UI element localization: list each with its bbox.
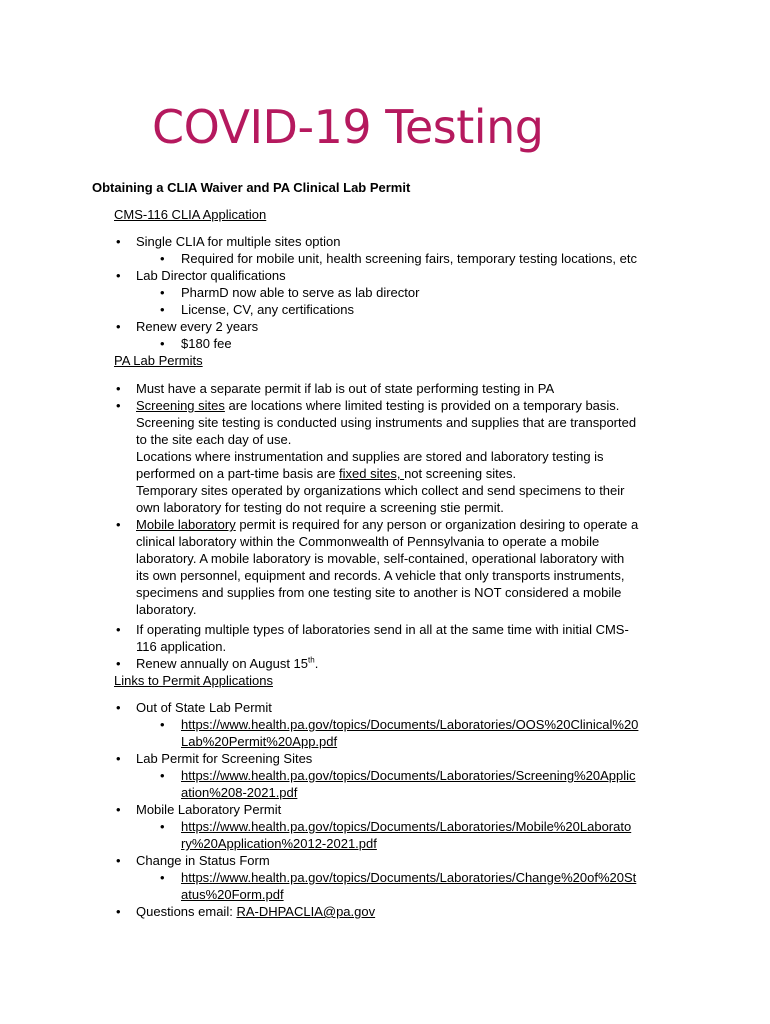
cms-item-1-sub-1: Required for mobile unit, health screening fairs, temporary testing locations, etc bbox=[181, 251, 637, 266]
cms-item-2: Lab Director qualifications bbox=[136, 268, 286, 283]
pa-bullet-2-line-1: Screening sites are locations where limited testing is provided on a temporary basis. bbox=[136, 398, 620, 413]
screening-sites-link[interactable]: Screening sites bbox=[136, 398, 225, 413]
pa-bullet-3-line-4: its own personnel, equipment and records. A vehicle that only transports instruments, bbox=[136, 568, 625, 583]
pa-bullet-2-line-7: own laboratory for testing do not require a screening stie permit. bbox=[136, 500, 504, 515]
cms-heading: CMS-116 CLIA Application bbox=[114, 207, 267, 222]
pa-bullet-2-line-5: performed on a part-time basis are fixed sites, not screening sites. bbox=[136, 466, 517, 481]
bullet-icon: • bbox=[116, 381, 121, 396]
pa-bullet-3-line-1: Mobile laboratory permit is required for any person or organization desiring to operate a bbox=[136, 517, 639, 532]
oos-permit-url-line-2[interactable]: Lab%20Permit%20App.pdf bbox=[181, 734, 338, 749]
fixed-sites-link[interactable]: fixed sites, bbox=[339, 466, 405, 481]
bullet-icon: • bbox=[116, 398, 121, 413]
screening-permit-url-line-2[interactable]: ation%208-2021.pdf bbox=[181, 785, 298, 800]
pa-bullet-3-line-6: laboratory. bbox=[136, 602, 197, 617]
bullet-icon: • bbox=[116, 700, 121, 715]
bullet-icon: • bbox=[160, 870, 165, 885]
status-form-url-line-2[interactable]: atus%20Form.pdf bbox=[181, 887, 284, 902]
bullet-icon: • bbox=[116, 622, 121, 637]
status-form-url-line-1[interactable]: https://www.health.pa.gov/topics/Documents/Laboratories/Change%20of%20St bbox=[181, 870, 637, 885]
links-heading: Links to Permit Applications bbox=[114, 673, 273, 688]
bullet-icon: • bbox=[160, 251, 165, 266]
pa-bullet-3-line-2: clinical laboratory within the Commonwealth of Pennsylvania to operate a mobile bbox=[136, 534, 600, 549]
mobile-permit-url-line-2[interactable]: ry%20Application%2012-2021.pdf bbox=[181, 836, 377, 851]
cms-item-2-sub-1: PharmD now able to serve as lab director bbox=[181, 285, 420, 300]
bullet-icon: • bbox=[116, 268, 121, 283]
screening-permit-url-line-1[interactable]: https://www.health.pa.gov/topics/Documents/Laboratories/Screening%20Applic bbox=[181, 768, 636, 783]
cms-item-3-sub-1: $180 fee bbox=[181, 336, 232, 351]
pa-bullet-3-line-5: specimens and supplies from one testing site to another is NOT considered a mobile bbox=[136, 585, 622, 600]
cms-item-2-sub-2: License, CV, any certifications bbox=[181, 302, 354, 317]
pa-heading: PA Lab Permits bbox=[114, 353, 203, 368]
cms-item-3: Renew every 2 years bbox=[136, 319, 259, 334]
bullet-icon: • bbox=[116, 853, 121, 868]
mobile-laboratory-link[interactable]: Mobile laboratory bbox=[136, 517, 236, 532]
links-item-5: Questions email: RA-DHPACLIA@pa.gov bbox=[136, 904, 376, 919]
links-item-2: Lab Permit for Screening Sites bbox=[136, 751, 313, 766]
bullet-icon: • bbox=[160, 285, 165, 300]
page-title: COVID-19 Testing bbox=[152, 100, 544, 154]
questions-email-link[interactable]: RA-DHPACLIA@pa.gov bbox=[236, 904, 376, 919]
bullet-icon: • bbox=[116, 802, 121, 817]
bullet-icon: • bbox=[116, 904, 121, 919]
bullet-icon: • bbox=[116, 517, 121, 532]
oos-permit-url-line-1[interactable]: https://www.health.pa.gov/topics/Documents/Laboratories/OOS%20Clinical%20 bbox=[181, 717, 639, 732]
bullet-icon: • bbox=[160, 336, 165, 351]
pa-bullet-4-line-2: 116 application. bbox=[136, 639, 227, 654]
pa-bullet-4-line-1: If operating multiple types of laboratories send in all at the same time with initial CMS- bbox=[136, 622, 629, 637]
pa-bullet-2-line-6: Temporary sites operated by organizations which collect and send specimens to their bbox=[136, 483, 625, 498]
links-item-4: Change in Status Form bbox=[136, 853, 270, 868]
links-item-3: Mobile Laboratory Permit bbox=[136, 802, 282, 817]
pa-bullet-1: Must have a separate permit if lab is out of state performing testing in PA bbox=[136, 381, 555, 396]
bullet-icon: • bbox=[160, 768, 165, 783]
bullet-icon: • bbox=[160, 819, 165, 834]
pa-bullet-2-line-3: to the site each day of use. bbox=[136, 432, 292, 447]
pa-bullet-3-line-3: laboratory. A mobile laboratory is movable, self-contained, operational laboratory with bbox=[136, 551, 625, 566]
pa-bullet-2-line-2: Screening site testing is conducted using instruments and supplies that are transported bbox=[136, 415, 637, 430]
links-item-1: Out of State Lab Permit bbox=[136, 700, 272, 715]
bullet-icon: • bbox=[116, 319, 121, 334]
bullet-icon: • bbox=[116, 656, 121, 671]
section-subtitle: Obtaining a CLIA Waiver and PA Clinical Lab Permit bbox=[92, 180, 411, 195]
pa-bullet-5: Renew annually on August 15th. bbox=[136, 655, 319, 671]
cms-item-1: Single CLIA for multiple sites option bbox=[136, 234, 341, 249]
pa-bullet-2-line-4: Locations where instrumentation and supplies are stored and laboratory testing is bbox=[136, 449, 604, 464]
bullet-icon: • bbox=[160, 717, 165, 732]
mobile-permit-url-line-1[interactable]: https://www.health.pa.gov/topics/Documents/Laboratories/Mobile%20Laborato bbox=[181, 819, 632, 834]
bullet-icon: • bbox=[116, 234, 121, 249]
bullet-icon: • bbox=[116, 751, 121, 766]
bullet-icon: • bbox=[160, 302, 165, 317]
